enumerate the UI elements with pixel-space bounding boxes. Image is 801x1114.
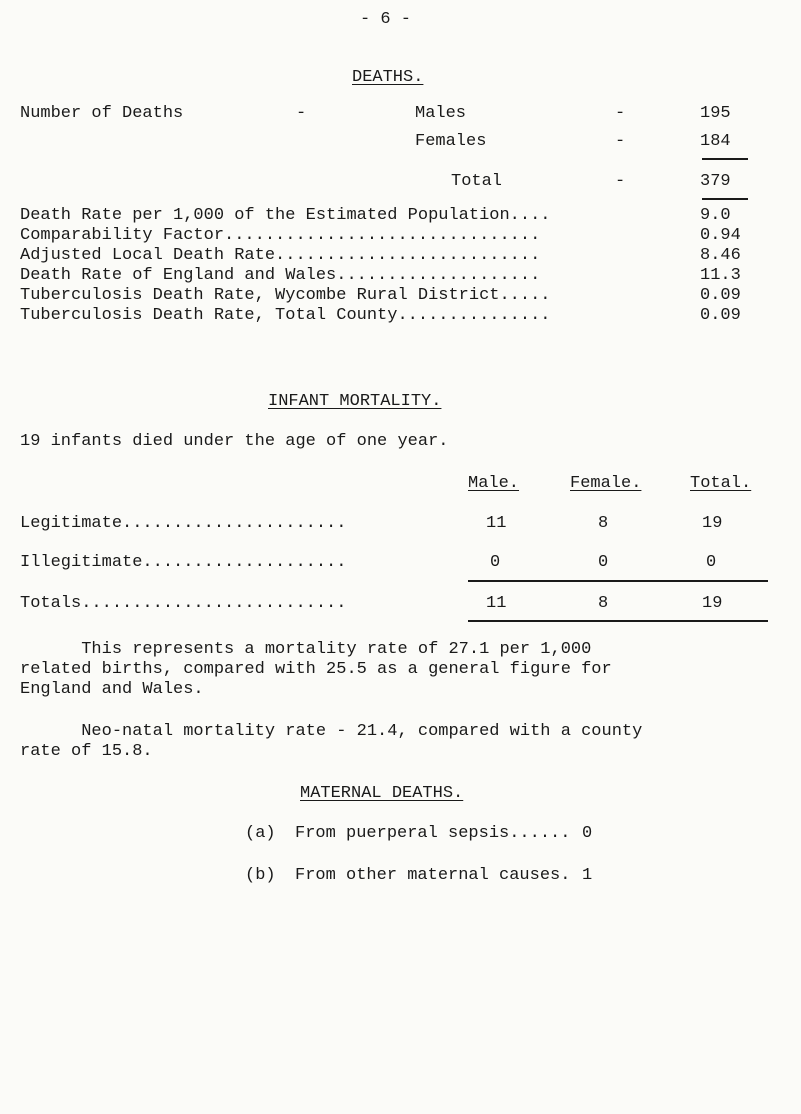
rate-label: Comparability Factor...............................	[20, 226, 541, 245]
rate-value: 11.3	[700, 266, 741, 285]
maternal-item-label: From other maternal causes.	[295, 866, 571, 885]
rate-value: 0.09	[700, 306, 741, 325]
infant-totals-bottom-rule	[468, 620, 768, 622]
rate-label: Tuberculosis Death Rate, Wycombe Rural District.....	[20, 286, 551, 305]
rate-value: 0.09	[700, 286, 741, 305]
rate-label: Tuberculosis Death Rate, Total County...............	[20, 306, 551, 325]
infant-row-totals-female: 8	[598, 594, 609, 613]
maternal-item-marker: (b)	[245, 866, 276, 885]
infant-row-legitimate-total: 19	[702, 514, 723, 533]
males-label: Males	[415, 104, 467, 123]
paragraph-line: related births, compared with 25.5 as a general figure for	[20, 660, 612, 679]
paragraph-line: Neo-natal mortality rate - 21.4, compared with a county	[20, 722, 643, 741]
infant-row-totals-total: 19	[702, 594, 723, 613]
total-rule	[702, 198, 748, 200]
page-number: - 6 -	[360, 10, 412, 29]
deaths-total-dash: -	[615, 172, 626, 191]
col-male: Male.	[468, 474, 520, 493]
number-of-deaths-dash: -	[296, 104, 307, 123]
maternal-deaths-heading: MATERNAL DEATHS.	[300, 784, 464, 803]
infant-totals-top-rule	[468, 580, 768, 582]
paragraph-line: rate of 15.8.	[20, 742, 153, 761]
infant-row-legitimate-male: 11	[486, 514, 507, 533]
infant-intro: 19 infants died under the age of one year.	[20, 432, 449, 451]
maternal-item-value: 0	[582, 824, 593, 843]
rate-value: 9.0	[700, 206, 731, 225]
infant-row-legitimate-female: 8	[598, 514, 609, 533]
rate-value: 0.94	[700, 226, 741, 245]
infant-row-illegitimate-label: Illegitimate....................	[20, 553, 347, 572]
number-of-deaths-label: Number of Deaths	[20, 104, 184, 123]
deaths-total-value: 379	[700, 172, 731, 191]
maternal-item-value: 1	[582, 866, 593, 885]
infant-row-illegitimate-male: 0	[490, 553, 501, 572]
paragraph-line: England and Wales.	[20, 680, 204, 699]
rate-label: Death Rate per 1,000 of the Estimated Population....	[20, 206, 551, 225]
infant-row-totals-male: 11	[486, 594, 507, 613]
females-label: Females	[415, 132, 487, 151]
rate-label: Adjusted Local Death Rate..........................	[20, 246, 541, 265]
col-female: Female.	[570, 474, 642, 493]
infant-row-illegitimate-total: 0	[706, 553, 717, 572]
males-value: 195	[700, 104, 731, 123]
females-value: 184	[700, 132, 731, 151]
deaths-heading: DEATHS.	[352, 68, 424, 87]
females-dash: -	[615, 132, 626, 151]
maternal-item-label: From puerperal sepsis......	[295, 824, 571, 843]
deaths-total-label: Total	[451, 172, 503, 191]
col-total: Total.	[690, 474, 752, 493]
infant-row-totals-label: Totals..........................	[20, 594, 347, 613]
maternal-item-marker: (a)	[245, 824, 276, 843]
infant-row-illegitimate-female: 0	[598, 553, 609, 572]
subtotal-rule	[702, 158, 748, 160]
infant-row-legitimate-label: Legitimate......................	[20, 514, 347, 533]
paragraph-line: This represents a mortality rate of 27.1 per 1,000	[20, 640, 592, 659]
rate-value: 8.46	[700, 246, 741, 265]
infant-mortality-heading: INFANT MORTALITY.	[268, 392, 442, 411]
rate-label: Death Rate of England and Wales....................	[20, 266, 541, 285]
males-dash: -	[615, 104, 626, 123]
